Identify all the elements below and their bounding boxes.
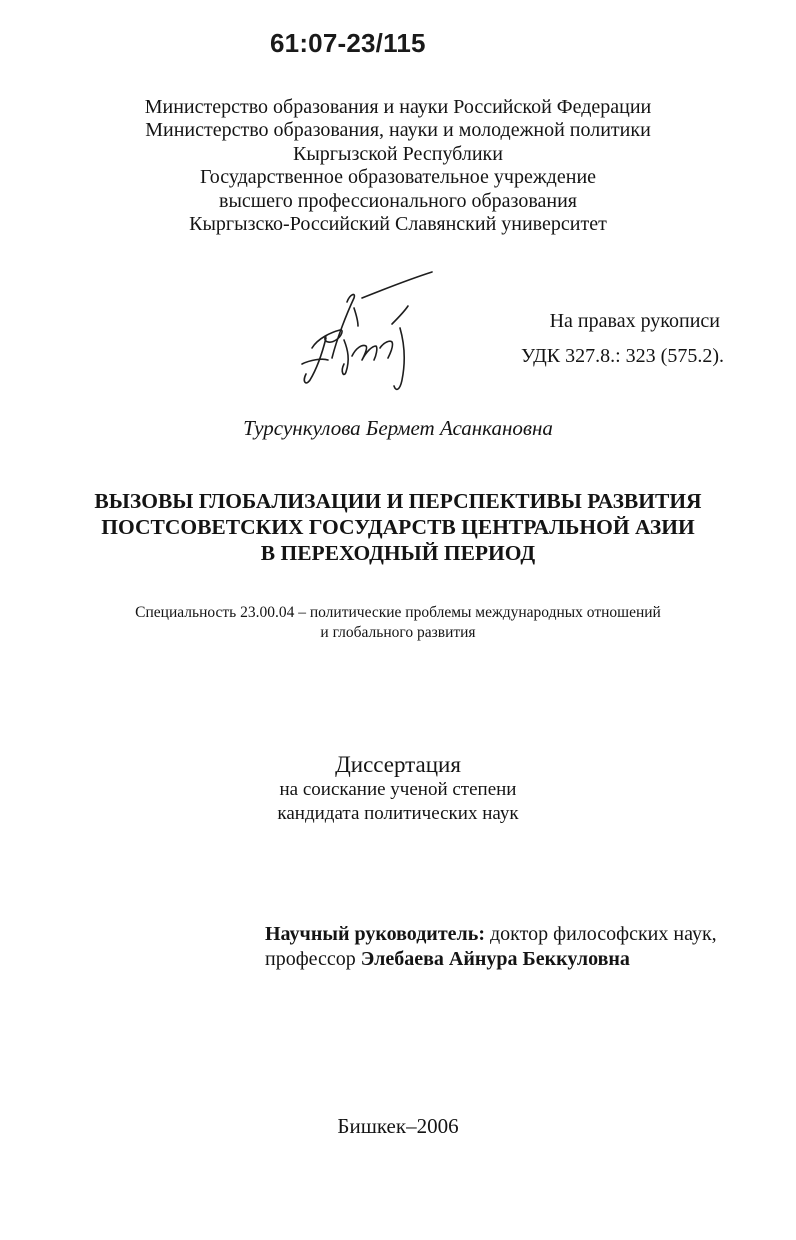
ministry-line-4: Государственное образовательное учреждение xyxy=(199,166,597,189)
speciality-line-2: и глобального развития xyxy=(320,624,476,641)
title-line-2: ПОСТСОВЕТСКИХ ГОСУДАРСТВ ЦЕНТРАЛЬНОЙ АЗИИ xyxy=(101,515,695,539)
archive-stamp-number: 61:07-23/115 xyxy=(270,28,426,58)
ministry-line-5: высшего профессионального образования xyxy=(219,189,577,212)
advisor-line-2 xyxy=(265,947,717,972)
ministry-line-1: Министерство образования и науки Российской Федерации xyxy=(144,96,652,118)
city-year: Бишкек–2006 xyxy=(337,1114,459,1138)
manuscript-rights-note: На правах рукописи xyxy=(549,310,720,332)
advisor-title: профессор xyxy=(265,948,356,970)
dissertation-title xyxy=(0,488,796,566)
degree-line-2: кандидата политических наук xyxy=(277,803,519,824)
institution-header xyxy=(0,96,796,236)
speciality-line-1: Специальность 23.00.04 – политические проблемы международных отношений xyxy=(135,604,661,621)
ministry-line-6: Кыргызско-Российский Славянский университет xyxy=(189,213,607,236)
signature-icon xyxy=(292,268,442,398)
advisor-name: Элебаева Айнура Беккуловна xyxy=(360,948,630,970)
title-line-1: ВЫЗОВЫ ГЛОБАЛИЗАЦИИ И ПЕРСПЕКТИВЫ РАЗВИТИЯ xyxy=(94,489,702,513)
scientific-advisor-block xyxy=(265,922,717,972)
speciality-block xyxy=(0,603,796,643)
author-name: Турсункулова Бермет Асанкановна xyxy=(243,416,553,440)
advisor-degree: доктор философских наук, xyxy=(490,923,717,945)
title-line-3: В ПЕРЕХОДНЫЙ ПЕРИОД xyxy=(260,541,536,565)
advisor-line-1 xyxy=(265,922,717,947)
degree-block xyxy=(0,752,796,826)
dissertation-heading: Диссертация xyxy=(335,752,461,777)
ministry-line-3: Кыргызской Республики xyxy=(293,142,503,165)
udc-code: УДК 327.8.: 323 (575.2). xyxy=(521,345,724,367)
degree-line-1: на соискание ученой степени xyxy=(279,779,517,800)
advisor-label: Научный руководитель: xyxy=(265,923,485,945)
ministry-line-2: Министерство образования, науки и молодежной политики xyxy=(145,119,651,142)
